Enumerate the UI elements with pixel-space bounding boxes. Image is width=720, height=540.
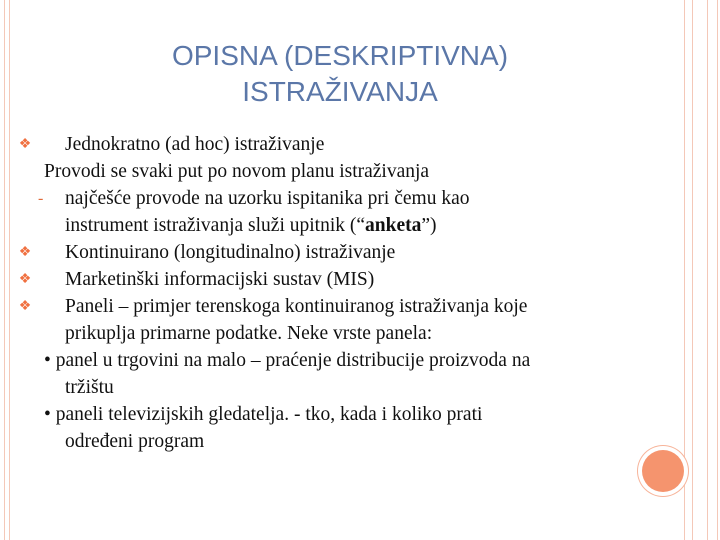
hollow-diamond-bullet-icon: ❖: [18, 245, 32, 260]
list-item-text: najčešće provode na uzorku ispitanika pri čemu kao: [65, 188, 470, 209]
list-item: [18, 239, 634, 266]
bold-term: anketa: [365, 215, 422, 236]
list-item-text: Paneli – primjer terenskoga kontinuiranog istraživanja koje: [65, 296, 528, 317]
list-item-text: • paneli televizijskih gledatelja. - tko, kada i koliko prati: [44, 404, 483, 425]
list-item-continuation: [44, 320, 634, 347]
list-item: [44, 158, 634, 185]
list-item: [44, 401, 634, 428]
hollow-diamond-bullet-icon: ❖: [18, 272, 32, 287]
title-line-2: ISTRAŽIVANJA: [242, 76, 438, 107]
title-line-1: OPISNA (DESKRIPTIVNA): [171, 40, 509, 71]
hollow-diamond-bullet-icon: ❖: [18, 137, 32, 152]
dash-marker: -: [38, 190, 44, 207]
list-item-text: Marketinški informacijski sustav (MIS): [65, 269, 375, 290]
text-segment: instrument istraživanja služi upitnik (“: [65, 215, 366, 236]
list-item-continuation: [44, 212, 634, 239]
list-item-text: određeni program: [65, 431, 205, 452]
orange-circle-decoration: [642, 450, 684, 492]
list-item-text: tržištu: [65, 377, 114, 398]
list-item: [18, 293, 634, 320]
text-segment: ”): [421, 215, 437, 236]
list-item-text: Kontinuirano (longitudinalno) istraživanje: [65, 242, 396, 263]
slide-title: [80, 38, 600, 110]
list-item: [18, 266, 634, 293]
list-item-text: • panel u trgovini na malo – praćenje distribucije proizvoda na: [44, 350, 531, 371]
list-item: [18, 131, 634, 158]
list-item-text: prikuplja primarne podatke. Neke vrste panela:: [65, 323, 433, 344]
slide-body: [18, 131, 634, 455]
hollow-diamond-bullet-icon: ❖: [18, 299, 32, 314]
list-item-continuation: [44, 374, 634, 401]
list-item-text: Provodi se svaki put po novom planu istraživanja: [44, 161, 430, 182]
list-item: [44, 347, 634, 374]
list-item-text: Jednokratno (ad hoc) istraživanje: [65, 134, 325, 155]
list-item: [38, 185, 634, 212]
list-item-continuation: [44, 428, 634, 455]
decorative-frame-right-inner: [692, 0, 708, 540]
decorative-frame-left: [4, 0, 10, 540]
